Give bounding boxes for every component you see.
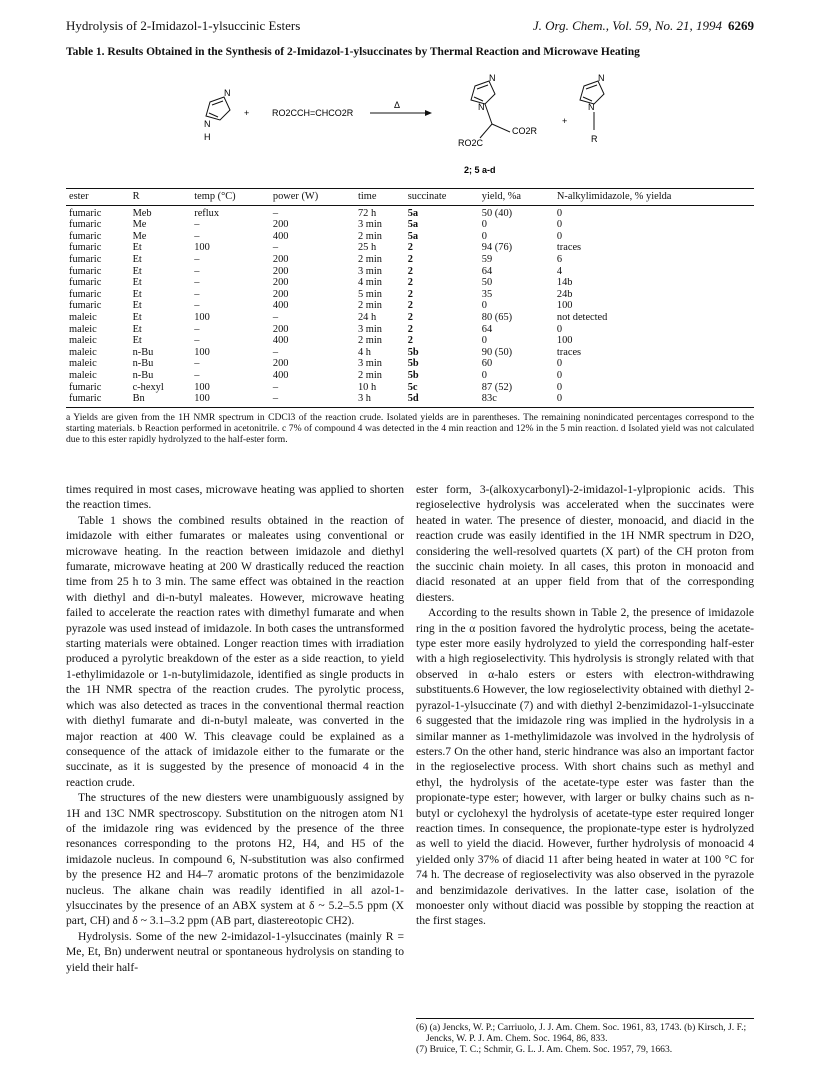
reference-entry: (7) Bruice, T. C.; Schmir, G. L. J. Am. Chem. Soc. 1957, 79, 1663. [416, 1044, 673, 1055]
table-cell: maleic [69, 369, 97, 381]
arrow-label: Δ [394, 100, 401, 110]
imidazole-n1-label: N [204, 119, 211, 129]
paragraph: ester form, 3-(alkoxycarbonyl)-2-imidazol-1-ylpropionic acids. This regioselective hydrolysis was accelerated when the succinates were heated in water. The presence of diester, monoacid, and diacid in the reaction crude was easily identified in the 1H NMR spectrum in D2O, considering the well-resolved quartets (X part) of the CH proton from the succinic chain moiety. In all cases, this proton in monoacid and diacid resonated at an upper field from that of the corresponding diesters. [416, 483, 754, 604]
references [416, 1018, 754, 1055]
table-cell: fumaric [69, 265, 102, 277]
table-cell: 2 min [357, 335, 382, 347]
table-cell: 100 [194, 311, 210, 323]
paragraph: According to the results shown in Table 2, the presence of imidazole ring in the α position favored the hydrolytic process, being the acetate-type ester more easily hydrolyzed to yield the corresponding half-ester with a high regioselectivity. This hydrolysis is strongly related with that observed in α-halo esters or esters with electron-withdrawing substituents.6 However, the low regioselectivity obtained with diethyl 2-pyrazol-1-ylsuccinate (7) and with diethyl 2-benzimidazol-1-ylsuccinate 6 suggested that the imidazole ring was implied in the hydrolysis in a similar manner as 1-methylimidazole was involved in the hydrolysis of esters.7 On the other hand, steric hindrance was also an important factor in the regioselective process. With short chains such as methyl and ethyl, the hydrolysis of the acetate-type ester was faster than the propionate-type ester; however, with larger or bulky chains such as n-butyl or cyclohexyl the hydrolysis of acetate-type ester required longer reaction times. In consequence, the propionate-type ester is hydrolyzed as well to yield the diacid. However, further hydrolysis of monoacid 4 yielded only 37% of diacid 11 after being heated in water at 100 °C for 74 h. The decrease of regioselectivity was also observed in the pyrazole and benzimidazole derivatives. In the latter case, isolation of the monoester only without diacid was possible by stopping the reaction at the first stages. [416, 606, 754, 928]
table-row [66, 205, 754, 219]
table-cell: 3 min [357, 219, 382, 231]
table-cell: 2 min [357, 253, 382, 265]
table-cell: 200 [272, 265, 289, 277]
column-header: yield, %a [479, 189, 554, 206]
table-cell: fumaric [66, 393, 130, 407]
table-cell: traces [556, 346, 582, 358]
column-header: time [355, 189, 405, 206]
paragraph: times required in most cases, microwave heating was applied to shorten the reaction times. [66, 483, 404, 512]
table-cell: 0 [481, 219, 487, 231]
succinate-ro2c-label: RO2C [458, 138, 484, 148]
table-cell: n-Bu [132, 346, 154, 358]
table-cell: – [272, 242, 279, 254]
reagent-formula: RO2CCH=CHCO2R [272, 108, 354, 118]
table-cell: 2 min [357, 300, 382, 312]
table-cell: 24b [556, 288, 573, 300]
table-cell: 80 (65) [481, 311, 513, 323]
table-cell: 25 h [357, 242, 377, 254]
table-caption: Table 1. Results Obtained in the Synthesis of 2-Imidazol-1-ylsuccinates by Thermal Reaction and Microwave Heating [66, 46, 640, 58]
table-cell: 2 min [357, 369, 382, 381]
table-cell: 6 [556, 253, 563, 265]
table-cell: 0 [556, 323, 563, 335]
results-table [66, 188, 754, 408]
page-number: 6269 [728, 18, 754, 33]
table-cell: Me [132, 219, 147, 231]
table-cell: – [272, 207, 279, 219]
table-row [66, 347, 754, 359]
table-cell: 72 h [357, 207, 377, 219]
succinate-co2r-label: CO2R [512, 126, 538, 136]
table-row [66, 231, 754, 243]
table-cell: – [194, 219, 200, 231]
table-row [66, 266, 754, 278]
table-cell: 2 [407, 335, 413, 347]
table-row [66, 219, 754, 231]
table-cell: – [194, 323, 200, 335]
table-cell: 0 [556, 230, 563, 242]
table-cell: fumaric [69, 300, 102, 312]
table-cell: 5 min [357, 288, 382, 300]
table-cell: 5b [407, 369, 419, 381]
table-cell: – [194, 335, 200, 347]
table-footnote: a Yields are given from the 1H NMR spectrum in CDCl3 of the reaction crude. Isolated yields are in parentheses. The remaining nonindicated percentages correspond to the starting materials. b Reaction performed in acetonitrile. c 7% of compound 4 was detected in the 4 min reaction and 12% in the 5 min reaction. d Isolated yield was not calculated due to this ester rapidly hydrolyzed to the half-ester form. [66, 411, 754, 445]
imidazole-n3-label: N [224, 88, 231, 98]
table-cell: – [194, 300, 200, 312]
table-cell: 0 [481, 230, 487, 242]
table-row [66, 382, 754, 394]
table-cell: 2 [407, 265, 413, 277]
table-cell: Et [132, 265, 142, 277]
table-cell: 94 (76) [481, 242, 513, 254]
table-cell: 4 min [357, 277, 382, 289]
table-row [66, 300, 754, 312]
table-cell: 10 h [357, 381, 377, 393]
table-cell: – [272, 346, 279, 358]
column-header: ester [66, 189, 130, 206]
table-cell: 5a [407, 207, 419, 219]
table-cell: maleic [69, 346, 97, 358]
table-cell: 87 (52) [481, 381, 513, 393]
table-cell: 4 [556, 265, 563, 277]
table-cell: – [194, 265, 200, 277]
table-cell: 59 [481, 253, 493, 265]
table-cell: n-Bu [132, 369, 154, 381]
table-cell: 100 [556, 300, 573, 312]
running-header [66, 18, 754, 38]
succinate-n1-label: N [478, 102, 485, 112]
imidazole-h-label: H [204, 132, 211, 142]
table-cell: 5a [407, 230, 419, 242]
table-cell: 0 [481, 369, 487, 381]
table-row [66, 242, 754, 254]
reference-entry: (6) (a) Jencks, W. P.; Carriuolo, J. J. Am. Chem. Soc. 1961, 83, 1743. (b) Kirsch, J. F.; Jencks, W. P. J. Am. Chem. Soc. 1964, 86, 833. [416, 1022, 747, 1044]
table-cell: fumaric [69, 230, 102, 242]
table-cell: 50 (40) [481, 207, 513, 219]
table-cell: Et [132, 253, 142, 265]
table-cell: Et [132, 277, 142, 289]
table-cell: – [272, 381, 279, 393]
table-cell: traces [556, 242, 582, 254]
journal-citation [533, 18, 754, 34]
table-cell: 100 [194, 346, 210, 358]
table-cell: 0 [554, 393, 754, 407]
table-cell: Et [132, 300, 142, 312]
table-cell: 5a [407, 219, 419, 231]
column-header: R [130, 189, 192, 206]
table-cell: 2 min [357, 230, 382, 242]
running-title: Hydrolysis of 2-Imidazol-1-ylsuccinic Esters [66, 18, 301, 33]
table-cell: 3 h [355, 393, 405, 407]
table-cell: 400 [272, 335, 289, 347]
table-cell: 83c [479, 393, 554, 407]
table-cell: 2 [407, 300, 413, 312]
table-cell: 100 [194, 381, 210, 393]
table-row [66, 277, 754, 289]
table-cell: 0 [556, 219, 563, 231]
table-row [66, 335, 754, 347]
table-cell: 0 [556, 358, 563, 370]
table-cell: fumaric [69, 381, 102, 393]
table-cell: maleic [69, 323, 97, 335]
paragraph: Table 1 shows the combined results obtained in the reaction of imidazole with either fumarates or maleates using conventional or microwave heating. In the reaction between imidazole and diethyl fumarate, microwave heating at 200 W drastically reduced the reaction time from 25 h to 3 min. The same effect was obtained in the reaction with diethyl and di-n-butyl maleates. However, microwave heating failed to accelerate the reaction rates with dimethyl fumarate and when pyrazole was used instead of imidazole. In both cases the untransformed starting materials were obtained. Longer reaction times with irradiation produced a pyrolytic breakdown of the ester as a side reaction, to yield 1-ethylimidazole or 1-n-butylimidazole, identified as single products in the 1H NMR spectra of the reaction crudes. The pyrolytic process, which was also detected as traces in the conventional thermal reaction with diethyl fumarate and di-n-butyl maleate, was converted in the major reaction at 400 W. This cleavage could be explained as a consequence of the attack of imidazole either to the fumarate or the succinate, as it is suggested by the presence of monoacid 4 in the reaction crude. [66, 513, 404, 789]
table-cell: 0 [556, 207, 563, 219]
table-cell: Et [132, 311, 142, 323]
table-cell: 400 [272, 300, 289, 312]
table-row [66, 289, 754, 301]
succinate-n-label: N [489, 73, 496, 83]
table-cell: c-hexyl [132, 381, 164, 393]
table-cell: Et [132, 335, 142, 347]
table-cell: 0 [556, 381, 563, 393]
table-cell: 2 [407, 323, 413, 335]
table-cell: 64 [481, 265, 493, 277]
table-cell: 4 h [357, 346, 371, 358]
table-cell: fumaric [69, 207, 102, 219]
table-cell: 100 [556, 335, 573, 347]
table-row [66, 370, 754, 382]
table-cell: maleic [69, 311, 97, 323]
paragraph: The structures of the new diesters were unambiguously assigned by 1H and 13C NMR spectroscopy. Substitution on the nitrogen atom N1 of the imidazole ring was evidenced by the presence of the three resonances corresponding to the protons H2, H4, and H5 of the imidazole nucleus. In compound 6, N-substitution was also confirmed by the presence H2 and H4–7 aromatic protons of the benzimidazole nucleus. The alkane chain was readily identified in all azol-1-ylsuccinates by the presence of an ABX system at δ ~ 5.2–5.5 ppm (X part, CH) and δ ~ 3.1–3.2 ppm (AB part, diastereotopic CH2). [66, 791, 404, 928]
table-header-row [66, 189, 754, 206]
left-text-column [66, 482, 404, 975]
alkylimidazole-n1-label: N [588, 102, 595, 112]
table-cell: – [194, 369, 200, 381]
table-cell: fumaric [69, 242, 102, 254]
table-cell: – [194, 230, 200, 242]
results-table-container [66, 188, 754, 445]
table-cell: 400 [272, 230, 289, 242]
table-cell: 3 min [357, 323, 382, 335]
table-cell: n-Bu [132, 358, 154, 370]
table-cell: – [272, 311, 279, 323]
table-cell: 400 [272, 369, 289, 381]
table-cell: 3 min [357, 358, 382, 370]
table-row [66, 254, 754, 266]
table-cell: 5c [407, 381, 418, 393]
table-cell: 200 [272, 253, 289, 265]
table-cell: fumaric [69, 219, 102, 231]
alkylimidazole-n-label: N [598, 73, 605, 83]
table-cell: 200 [272, 288, 289, 300]
arrow-head [425, 110, 432, 116]
table-cell: 2 [407, 311, 413, 323]
table-cell: fumaric [69, 288, 102, 300]
table-cell: 0 [481, 300, 487, 312]
table-cell: 5b [407, 346, 419, 358]
table-row [66, 324, 754, 336]
table-cell: Bn [130, 393, 192, 407]
table-cell: reflux [194, 207, 220, 219]
table-cell: – [194, 288, 200, 300]
table-cell: 90 (50) [481, 346, 513, 358]
table-cell: – [194, 358, 200, 370]
succinate-structure [471, 81, 510, 138]
table-cell: not detected [556, 311, 608, 323]
plus-sign-2: + [562, 116, 568, 126]
table-cell: 5d [405, 393, 479, 407]
table-cell: Me [132, 230, 147, 242]
table-cell: 100 [194, 242, 210, 254]
table-cell: maleic [69, 358, 97, 370]
table-cell: 100 [191, 393, 270, 407]
table-cell: 14b [556, 277, 573, 289]
table-cell: 0 [556, 369, 563, 381]
table-cell: 50 [481, 277, 493, 289]
alkylimidazole-r-label: R [591, 134, 598, 144]
table-cell: Et [132, 242, 142, 254]
table-cell: 2 [407, 242, 413, 254]
table-cell: – [270, 393, 355, 407]
table-cell: Meb [132, 207, 152, 219]
table-cell: Et [132, 323, 142, 335]
table-cell: 64 [481, 323, 493, 335]
table-cell: 2 [407, 277, 413, 289]
table-cell: 24 h [357, 311, 377, 323]
column-header: succinate [405, 189, 479, 206]
table-body [66, 205, 754, 407]
table-row [66, 393, 754, 407]
table-cell: 5b [407, 358, 419, 370]
plus-sign-1: + [244, 108, 250, 118]
table-cell: 200 [272, 219, 289, 231]
table-cell: maleic [69, 335, 97, 347]
table-cell: fumaric [69, 277, 102, 289]
table-cell: Et [132, 288, 142, 300]
table-cell: 60 [481, 358, 493, 370]
right-text-column [416, 482, 754, 929]
table-row [66, 358, 754, 370]
table-cell: – [194, 277, 200, 289]
table-cell: fumaric [69, 253, 102, 265]
reaction-scheme [180, 72, 650, 184]
column-header: temp (°C) [191, 189, 270, 206]
journal-name: J. Org. Chem., Vol. 59, No. 21, 1994 [532, 18, 722, 33]
table-cell: 2 [407, 253, 413, 265]
table-row [66, 312, 754, 324]
table-cell: 200 [272, 358, 289, 370]
column-header: N-alkylimidazole, % yielda [554, 189, 754, 206]
imidazole-structure [206, 97, 230, 120]
product-label: 2; 5 a-d [464, 165, 496, 175]
table-cell: 0 [481, 335, 487, 347]
table-cell: 35 [481, 288, 493, 300]
table-cell: 3 min [357, 265, 382, 277]
table-cell: – [194, 253, 200, 265]
table-cell: 200 [272, 277, 289, 289]
column-header: power (W) [270, 189, 355, 206]
table-cell: 2 [407, 288, 413, 300]
paragraph: Hydrolysis. Some of the new 2-imidazol-1-ylsuccinates (mainly R = Me, Et, Bn) underwent neutral or spontaneous hydrolysis on standing to yield their half- [66, 929, 404, 974]
table-cell: 200 [272, 323, 289, 335]
